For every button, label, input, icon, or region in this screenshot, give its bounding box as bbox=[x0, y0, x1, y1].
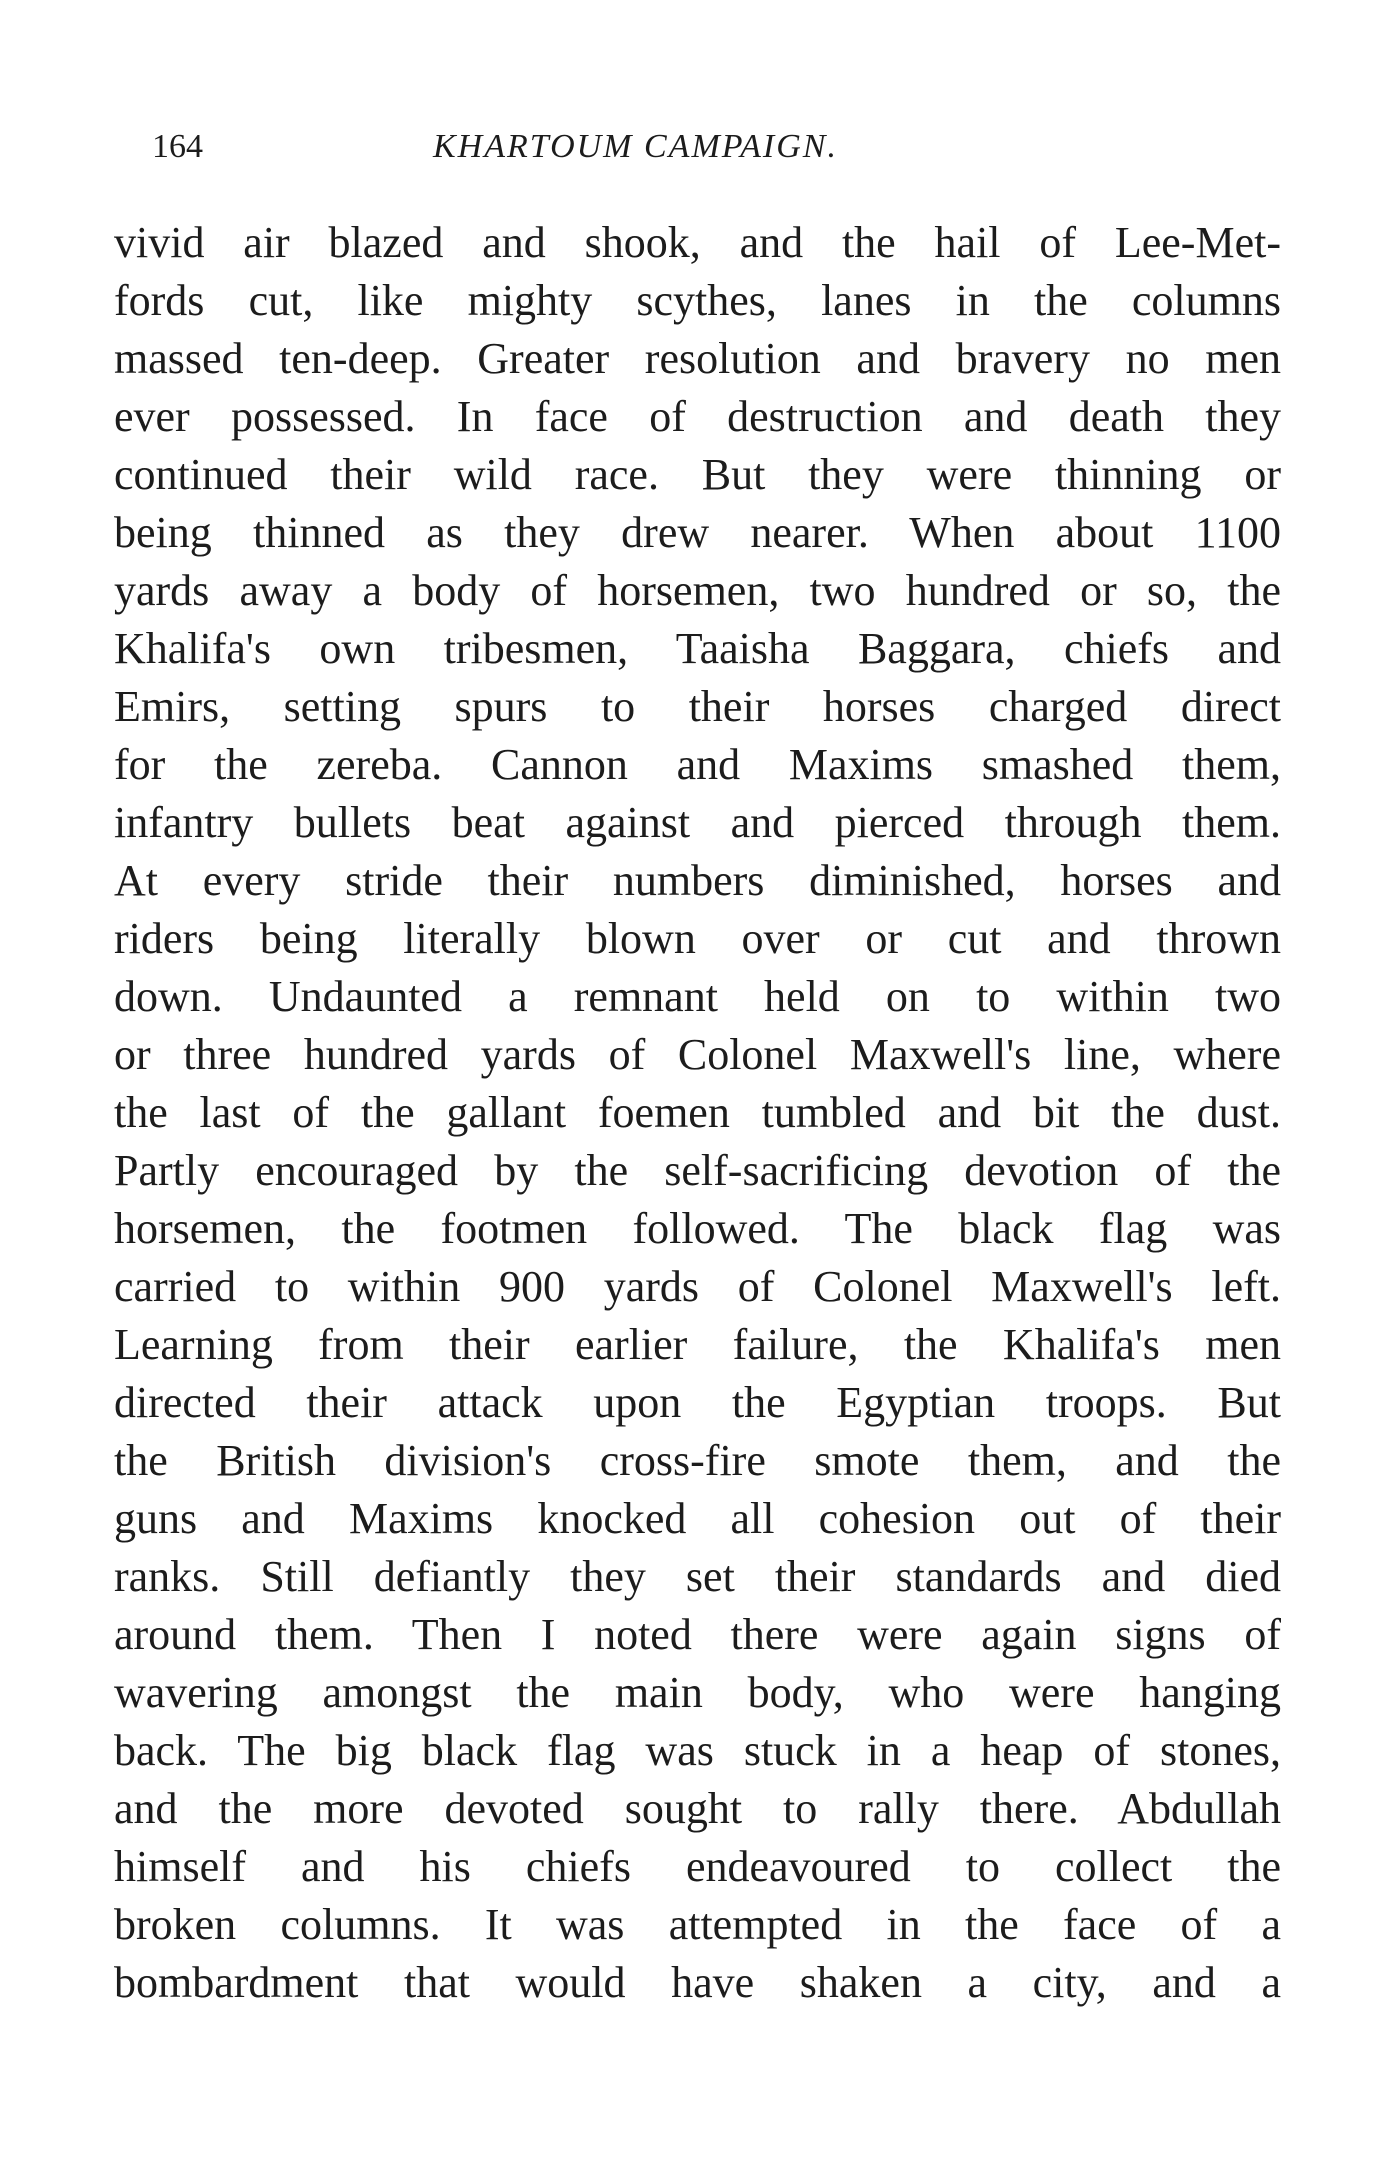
text-line: ranks. Still defiantly they set their standards and died bbox=[114, 1552, 1281, 1601]
text-line: himself and his chiefs endeavoured to collect the bbox=[114, 1842, 1281, 1891]
text-line: down. Undaunted a remnant held on to within two bbox=[114, 972, 1281, 1021]
text-line: Khalifa's own tribesmen, Taaisha Baggara, chiefs and bbox=[114, 624, 1281, 673]
text-line: the British division's cross-fire smote them, and the bbox=[114, 1436, 1281, 1485]
text-line: riders being literally blown over or cut and thrown bbox=[114, 914, 1281, 963]
text-line: for the zereba. Cannon and Maxims smashed them, bbox=[114, 740, 1281, 789]
text-line: back. The big black flag was stuck in a heap of stones, bbox=[114, 1726, 1281, 1775]
text-line: massed ten-deep. Greater resolution and bravery no men bbox=[114, 334, 1281, 383]
text-line: or three hundred yards of Colonel Maxwell's line, where bbox=[114, 1030, 1281, 1079]
text-line: yards away a body of horsemen, two hundred or so, the bbox=[114, 566, 1281, 615]
text-line: and the more devoted sought to rally there. Abdullah bbox=[114, 1784, 1281, 1833]
page-number: 164 bbox=[152, 128, 203, 165]
text-line: directed their attack upon the Egyptian troops. But bbox=[114, 1378, 1281, 1427]
text-line: fords cut, like mighty scythes, lanes in the columns bbox=[114, 276, 1281, 325]
text-line: continued their wild race. But they were thinning or bbox=[114, 450, 1281, 499]
text-line: the last of the gallant foemen tumbled and bit the dust. bbox=[114, 1088, 1281, 1137]
text-line: bombardment that would have shaken a city, and a bbox=[114, 1958, 1281, 2007]
text-line: around them. Then I noted there were again signs of bbox=[114, 1610, 1281, 1659]
running-title: KHARTOUM CAMPAIGN. bbox=[433, 128, 838, 165]
text-line: carried to within 900 yards of Colonel Maxwell's left. bbox=[114, 1262, 1281, 1311]
text-line: wavering amongst the main body, who were hanging bbox=[114, 1668, 1281, 1717]
body-text bbox=[114, 214, 1281, 2012]
text-line: guns and Maxims knocked all cohesion out of their bbox=[114, 1494, 1281, 1543]
text-line: being thinned as they drew nearer. When about 1100 bbox=[114, 508, 1281, 557]
text-line: Learning from their earlier failure, the Khalifa's men bbox=[114, 1320, 1281, 1369]
text-line: broken columns. It was attempted in the face of a bbox=[114, 1900, 1281, 1949]
text-line: ever possessed. In face of destruction and death they bbox=[114, 392, 1281, 441]
text-line: horsemen, the footmen followed. The black flag was bbox=[114, 1204, 1281, 1253]
text-line: infantry bullets beat against and pierced through them. bbox=[114, 798, 1281, 847]
text-line: Emirs, setting spurs to their horses charged direct bbox=[114, 682, 1281, 731]
text-line: Partly encouraged by the self-sacrificing devotion of the bbox=[114, 1146, 1281, 1195]
running-head bbox=[0, 127, 1373, 177]
text-line: vivid air blazed and shook, and the hail of Lee-Met- bbox=[114, 218, 1281, 267]
text-line: At every stride their numbers diminished, horses and bbox=[114, 856, 1281, 905]
